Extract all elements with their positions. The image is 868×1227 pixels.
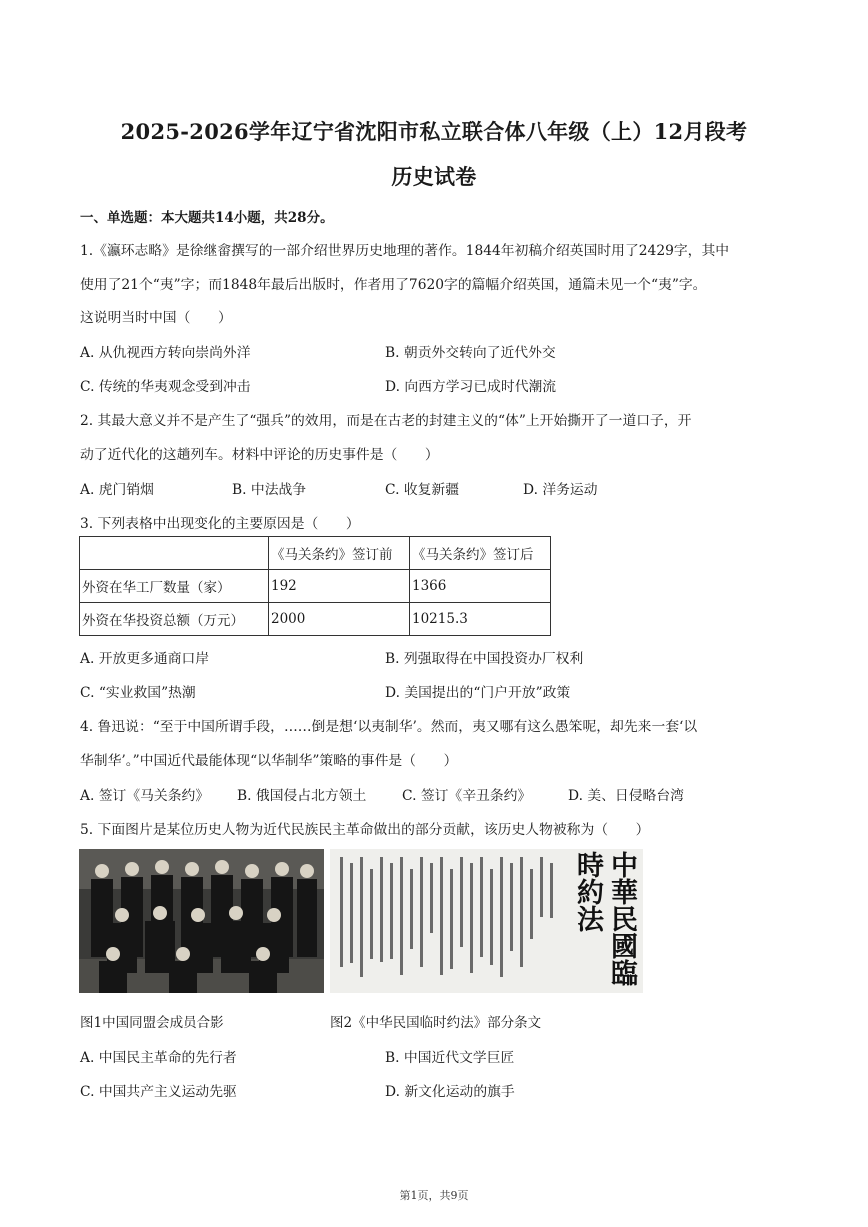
q1-option-b[interactable]: B. 朝贡外交转向了近代外交 [385,345,556,361]
q5-option-a[interactable]: A. 中国民主革命的先行者 [80,1050,237,1066]
q2-option-d[interactable]: D. 洋务运动 [523,482,598,498]
q4-option-d[interactable]: D. 美、日侵略台湾 [568,788,684,804]
exam-subtitle: 历史试卷 [391,164,477,189]
constitution-document-image [330,849,643,993]
q3-line-1: 3. 下列表格中出现变化的主要原因是（ ） [80,516,360,532]
q2-option-b[interactable]: B. 中法战争 [232,482,307,498]
table-header-cell: 《马关条约》签订后 [410,537,551,570]
q1-line-1: 1.《瀛环志略》是徐继畲撰写的一部介绍世界历史地理的著作。1844年初稿介绍英国时用了2429字，其中 [80,243,730,259]
group-photo-illustration [79,849,324,993]
group-photo-image [79,849,324,993]
q5-option-b[interactable]: B. 中国近代文学巨匠 [385,1050,515,1066]
page-number: 第1页，共9页 [399,1189,469,1202]
section-heading: 一、单选题：本大题共14小题，共28分。 [80,210,334,226]
table-cell: 10215.3 [410,603,551,636]
table-cell: 192 [269,570,410,603]
q5-option-c[interactable]: C. 中国共产主义运动先驱 [80,1084,237,1100]
q2-line-2: 动了近代化的这趟列车。材料中评论的历史事件是（ ） [80,447,439,463]
q3-option-b[interactable]: B. 列强取得在中国投资办厂权利 [385,651,584,667]
q1-option-d[interactable]: D. 向西方学习已成时代潮流 [385,379,557,395]
q4-option-b[interactable]: B. 俄国侵占北方领土 [237,788,367,804]
table-row [80,570,551,603]
q2-option-c[interactable]: C. 收复新疆 [385,482,460,498]
q1-option-a[interactable]: A. 从仇视西方转向崇尚外洋 [80,345,251,361]
table-cell: 1366 [410,570,551,603]
table-cell: 外资在华工厂数量（家） [80,570,269,603]
q3-option-c[interactable]: C. “实业救国”热潮 [80,685,196,701]
q4-option-a[interactable]: A. 签订《马关条约》 [80,788,210,804]
table-row [80,603,551,636]
q1-option-c[interactable]: C. 传统的华夷观念受到冲击 [80,379,251,395]
calligraphy-text: 中華民國臨時約法 [572,851,637,986]
q4-line-2: 华制华’。”中国近代最能体现“以华制华”策略的事件是（ ） [80,753,458,769]
q2-line-1: 2. 其最大意义并不是产生了“强兵”的效用，而是在古老的封建主义的“体”上开始撕开了一道口子，开 [80,413,692,429]
q3-option-a[interactable]: A. 开放更多通商口岸 [80,651,210,667]
table-header-row [80,537,551,570]
q5-line-1: 5. 下面图片是某位历史人物为近代民族民主革命做出的部分贡献，该历史人物被称为（ ） [80,822,650,838]
q4-line-1: 4. 鲁迅说：“至于中国所谓手段，……倒是想‘以夷制华’。然而，夷又哪有这么愚笨呢，却先来一套‘以 [80,719,698,735]
q2-option-a[interactable]: A. 虎门销烟 [80,482,154,498]
q1-line-3: 这说明当时中国（ ） [80,310,232,326]
table-header-cell: 《马关条约》签订前 [269,537,410,570]
q5-option-d[interactable]: D. 新文化运动的旗手 [385,1084,515,1100]
document-calligraphy-title [570,851,640,991]
table-header-cell [80,537,269,570]
table-cell: 外资在华投资总额（万元） [80,603,269,636]
q3-option-d[interactable]: D. 美国提出的“门户开放”政策 [385,685,571,701]
figure-2-caption: 图2《中华民国临时约法》部分条文 [330,1015,542,1031]
q4-option-c[interactable]: C. 签订《辛丑条约》 [402,788,532,804]
q1-line-2: 使用了21个“夷”字；而1848年最后出版时，作者用了7620字的篇幅介绍英国，通篇未见一个“夷”字。 [80,277,707,293]
table-cell: 2000 [269,603,410,636]
q3-data-table [79,536,551,636]
exam-title: 2025-2026学年辽宁省沈阳市私立联合体八年级（上）12月段考 [120,119,748,144]
figure-1-caption: 图1中国同盟会成员合影 [80,1015,224,1031]
